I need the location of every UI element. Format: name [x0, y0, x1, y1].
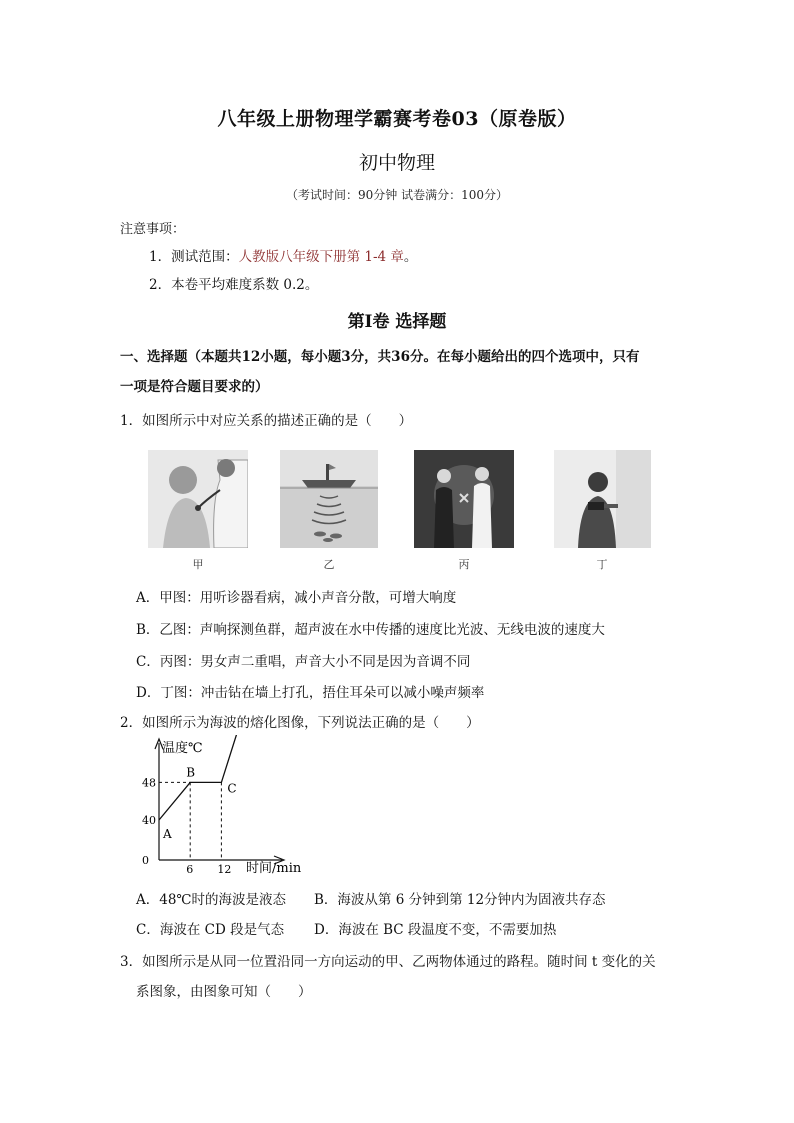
- q2-option-c[interactable]: C．海波在 CD 段是气态: [136, 922, 285, 938]
- q2-stem: 2．如图所示为海波的熔化图像，下列说法正确的是（ ）: [120, 715, 480, 731]
- point-label-a: A: [163, 827, 172, 841]
- q1-photo-label-yi: 乙: [323, 558, 335, 571]
- q1-option-b[interactable]: B．乙图：声响探测鱼群，超声波在水中传播的速度比光波、无线电波的速度大: [136, 622, 605, 638]
- q1-photo-jia: [148, 450, 248, 548]
- q1-photo-label-ding: 丁: [596, 558, 608, 571]
- section-heading-line1: 一、选择题（本题共12小题，每小题3分，共36分。在每小题给出的四个选项中，只有: [120, 349, 640, 365]
- q3-stem-line2: 系图象，由图象可知（ ）: [136, 984, 312, 1000]
- q2-option-b[interactable]: B．海波从第 6 分钟到第 12分钟内为固液共存态: [314, 892, 606, 908]
- exam-meta: （考试时间：90分钟 试卷满分：100分）: [286, 188, 508, 202]
- note-item-2: 2．本卷平均难度系数 0.2。: [149, 277, 319, 293]
- note-item-1-suffix: 。: [403, 249, 418, 265]
- point-label-c: C: [227, 781, 237, 796]
- q1-photo-ding: [554, 450, 651, 548]
- y-tick-label-0: 0: [142, 854, 149, 867]
- note-item-1-highlight: 人教版八年级下册第 1-4 章: [238, 249, 404, 265]
- ear-covering-image: [554, 450, 651, 548]
- q1-option-d[interactable]: D．丁图：冲击钻在墙上打孔，捂住耳朵可以减小噪声频率: [136, 685, 485, 701]
- q1-photo-label-bing: 丙: [458, 558, 470, 571]
- sonar-boat-image: [280, 450, 378, 548]
- part-title: 第Ⅰ卷 选择题: [347, 312, 447, 332]
- q2-option-a[interactable]: A．48℃时的海波是液态: [136, 892, 287, 908]
- y-tick-label-48: 48: [142, 776, 156, 790]
- x-tick-label-6: 6: [186, 863, 194, 875]
- melting-curve-chart: [140, 735, 340, 875]
- note-item-1-prefix: 1．测试范围：: [149, 249, 239, 265]
- q1-photo-label-jia: 甲: [192, 558, 204, 571]
- x-axis-label: 时间/min: [246, 861, 302, 875]
- page-title: 八年级上册物理学霸赛考卷03（原卷版）: [217, 108, 577, 130]
- q1-photo-yi: [280, 450, 378, 548]
- q1-photo-bing: [414, 450, 514, 548]
- y-tick-label-40: 40: [142, 814, 156, 827]
- duet-singers-image: [414, 450, 514, 548]
- q1-stem: 1．如图所示中对应关系的描述正确的是（ ）: [120, 413, 413, 429]
- notes-title: 注意事项：: [120, 222, 186, 237]
- page-subtitle: 初中物理: [358, 152, 435, 174]
- point-label-b: B: [186, 765, 196, 780]
- q1-option-c[interactable]: C．丙图：男女声二重唱，声音大小不同是因为音调不同: [136, 654, 471, 670]
- note-item-1: [149, 245, 417, 265]
- section-heading-line2: 一项是符合题目要求的）: [120, 379, 269, 395]
- q1-option-a[interactable]: A．甲图：用听诊器看病，减小声音分散，可增大响度: [136, 590, 457, 606]
- x-tick-label-12: 12: [217, 863, 232, 875]
- stethoscope-photo-image: [148, 450, 248, 548]
- q2-option-d[interactable]: D．海波在 BC 段温度不变，不需要加热: [314, 922, 557, 938]
- q3-stem-line1: 3．如图所示是从同一位置沿同一方向运动的甲、乙两物体通过的路程。随时间 t 变化的关: [120, 954, 656, 970]
- y-axis-label: 温度℃: [162, 741, 203, 756]
